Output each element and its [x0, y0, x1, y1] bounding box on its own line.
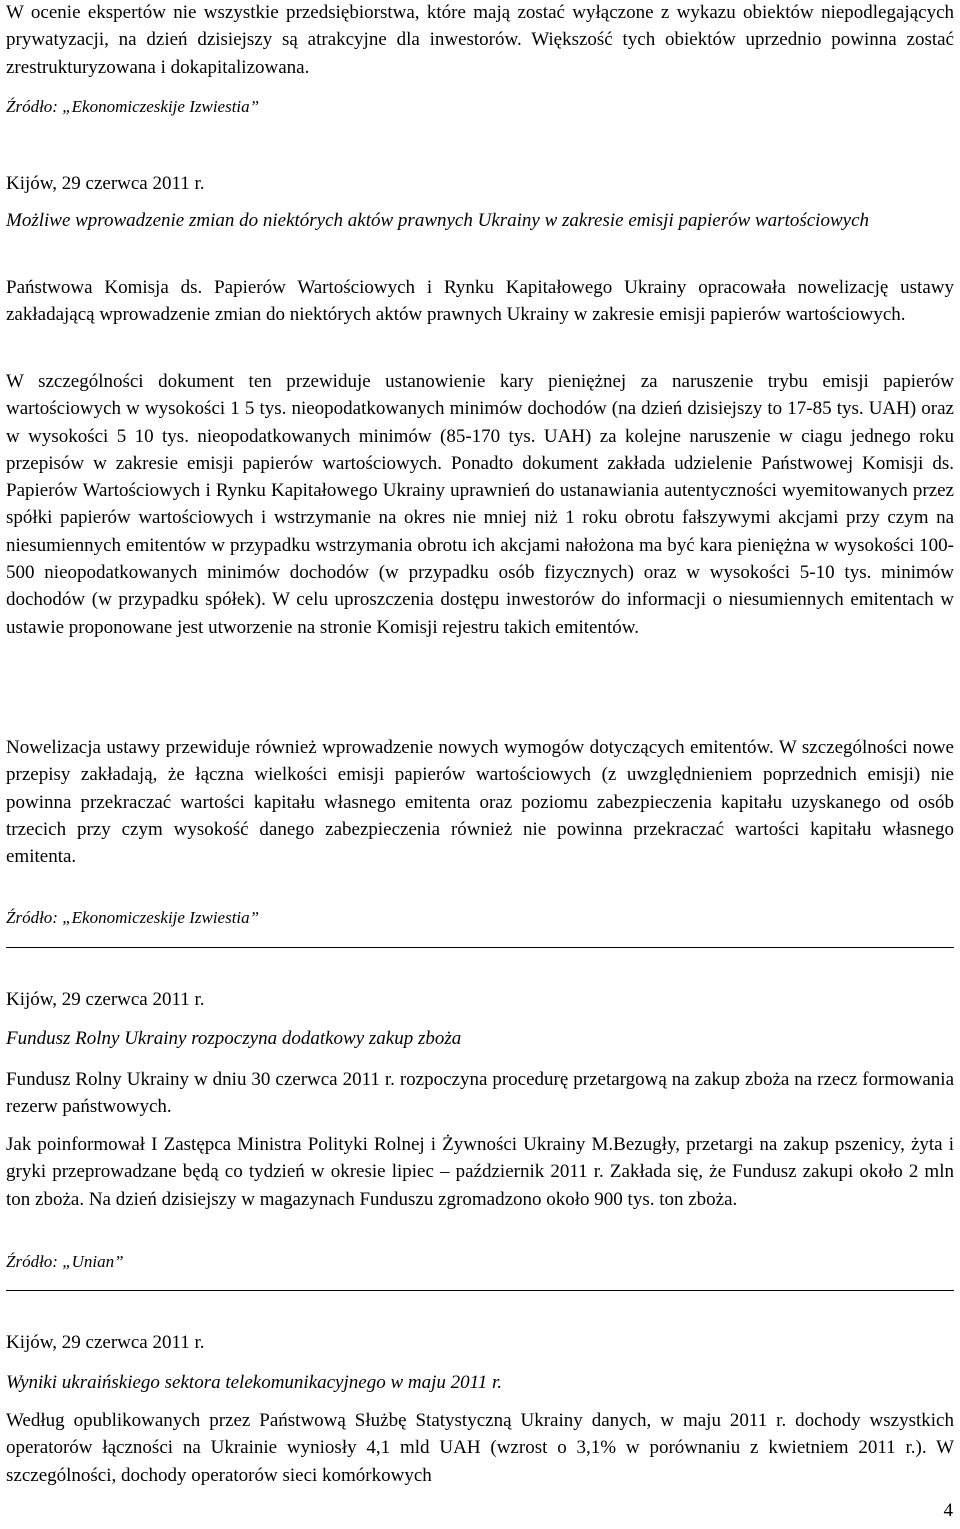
article-date: Kijów, 29 czerwca 2011 r.	[6, 1332, 205, 1353]
section-divider	[6, 1290, 954, 1291]
source-line: Źródło: „Ekonomiczeskije Izwiestia”	[6, 908, 260, 927]
article-paragraph: Fundusz Rolny Ukrainy w dniu 30 czerwca 2011 r. rozpoczyna procedurę przetargową na zakup zboża na rzecz formowania rezerw państwowych.	[6, 1069, 954, 1118]
article-title: Wyniki ukraińskiego sektora telekomunikacyjnego w maju 2011 r.	[6, 1372, 503, 1393]
article-paragraph: Państwowa Komisja ds. Papierów Wartościowych i Rynku Kapitałowego Ukrainy opracowała nowelizację ustawy zakładającą wprowadzenie zmian do niektórych aktów prawnych Ukrainy w zakresie emisji papierów wartościowych.	[6, 277, 954, 326]
article-date: Kijów, 29 czerwca 2011 r.	[6, 989, 205, 1010]
article-paragraph: W szczególności dokument ten przewiduje ustanowienie kary pieniężnej za naruszenie trybu emisji papierów wartościowych w wysokości 1 5 tys. nieopodatkowanych minimów dochodów (na dzień dzisiejszy to 17-85 tys. UAH) oraz w wysokości 5 10 tys. nieopodatkowanych minimów (85-170 tys. UAH) za kolejne naruszenie w ciagu jednego roku przepisów w zakresie emisji papierów wartościowych. Ponadto dokument zakłada udzielenie Państwowej Komisji ds. Papierów Wartościowych i Rynku Kapitałowego Ukrainy uprawnień do ustanawiania autentyczności wyemitowanych przez spółki papierów wartościowych i wstrzymanie na okres nie mniej niż 1 roku obrotu fałszywymi akcjami przy czym na niesumiennych emitentów w przypadku wstrzymania obrotu ich akcjami nałożona ma być kara pieniężna w wysokości 100-500 nieopodatkowanych minimów dochodów (w przypadku osób fizycznych) oraz w wysokości 5-10 tys. minimów dochodów (w przypadku spółek). W celu uproszczenia dostępu inwestorów do informacji o niesumiennych emitentach w ustawie proponowane jest utworzenie na stronie Komisji rejestru takich emitentów.	[6, 371, 954, 638]
intro-paragraph: W ocenie ekspertów nie wszystkie przedsiębiorstwa, które mają zostać wyłączone z wykazu obiektów niepodlegających prywatyzacji, na dzień dzisiejszy są atrakcyjne dla inwestorów. Większość tych obiektów uprzednio powinna zostać zrestrukturyzowana i dokapitalizowana.	[6, 2, 954, 78]
article-paragraph: Według opublikowanych przez Państwową Służbę Statystyczną Ukrainy danych, w maju 2011 r. dochody wszystkich operatorów łączności na Ukrainie wyniosły 4,1 mld UAH (wzrost o 3,1% w porównaniu z kwietniem 2011 r.). W szczególności, dochody operatorów sieci komórkowych	[6, 1410, 954, 1486]
source-line: Źródło: „Unian”	[6, 1252, 124, 1271]
source-line: Źródło: „Ekonomiczeskije Izwiestia”	[6, 97, 260, 116]
article-title: Fundusz Rolny Ukrainy rozpoczyna dodatkowy zakup zboża	[6, 1028, 462, 1049]
article-title: Możliwe wprowadzenie zmian do niektórych aktów prawnych Ukrainy w zakresie emisji papierów wartościowych	[6, 210, 869, 231]
article-date: Kijów, 29 czerwca 2011 r.	[6, 173, 205, 194]
page-number: 4	[943, 1500, 953, 1521]
article-paragraph: Nowelizacja ustawy przewiduje również wprowadzenie nowych wymogów dotyczących emitentów. W szczególności nowe przepisy zakładają, że łączna wielkości emisji papierów wartościowych (z uwzględnieniem poprzednich emisji) nie powinna przekraczać wartości kapitału własnego emitenta oraz poziomu zabezpieczenia kapitału uzyskanego od osób trzecich przy czym wysokość danego zabezpieczenia również nie powinna przekraczać wartości kapitału własnego emitenta.	[6, 737, 954, 868]
article-paragraph: Jak poinformował I Zastępca Ministra Polityki Rolnej i Żywności Ukrainy M.Bezugły, przetargi na zakup pszenicy, żyta i gryki przeprowadzane będą co tydzień w okresie lipiec – październik 2011 r. Zakłada się, że Fundusz zakupi około 2 mln ton zboża. Na dzień dzisiejszy w magazynach Funduszu zgromadzono około 900 tys. ton zboża.	[6, 1134, 954, 1210]
section-divider	[6, 947, 954, 948]
